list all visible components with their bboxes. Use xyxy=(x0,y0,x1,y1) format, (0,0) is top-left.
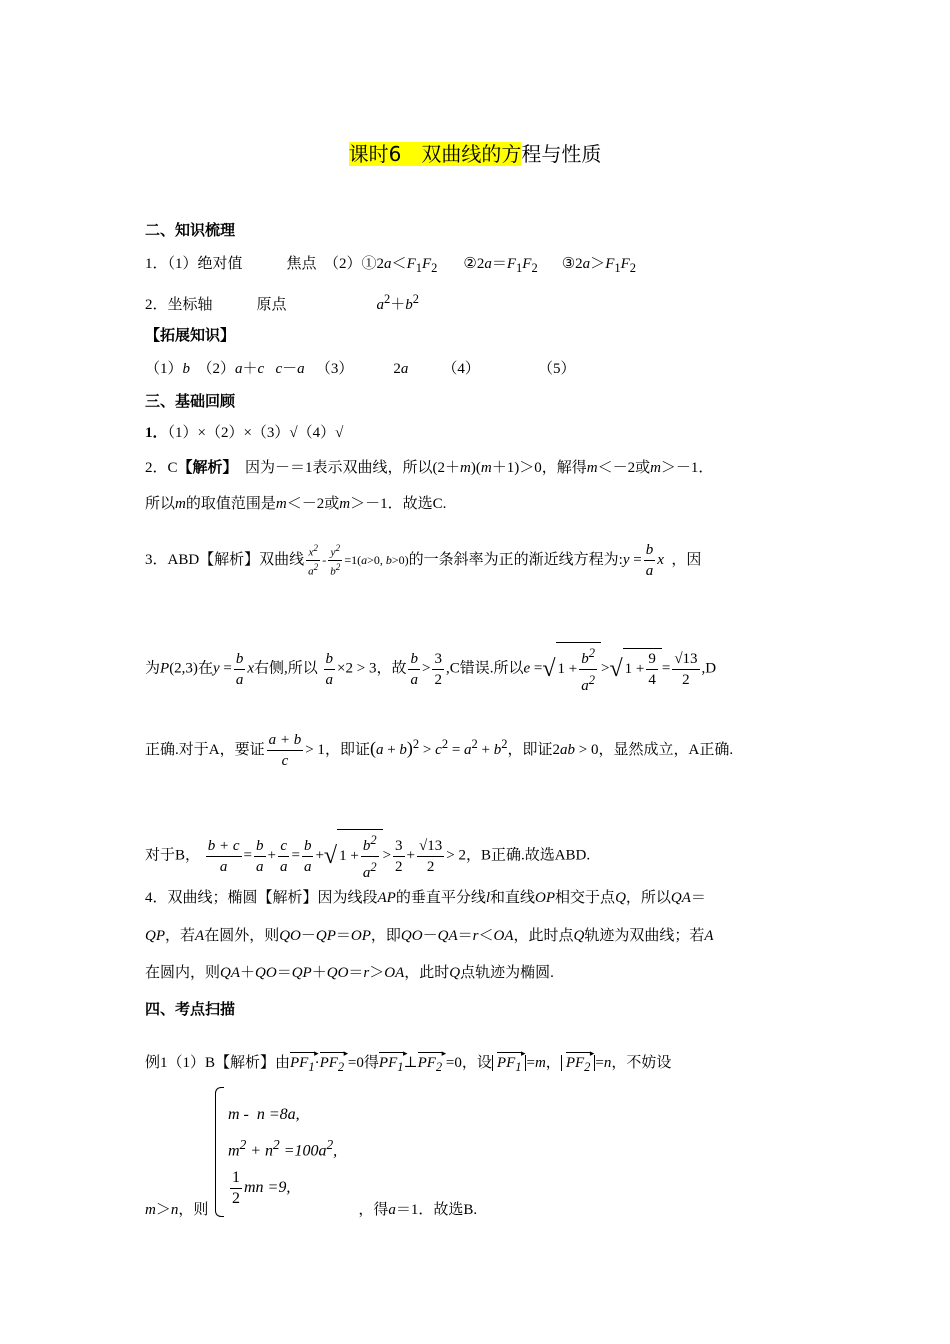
answer-q2-line1: 2．C【解析】 因为－＝1表示双曲线，所以(2＋m)(m＋1)＞0，解得m＜－2或m＞－1． xyxy=(145,460,714,476)
answer-q3-line3: 正确.对于A，要证 $\frac{a + b}{c}$ > 1，即证$(a + b)^2 > c^2 = a^2 + b^2$，即证2ab > 0，显然成立，A正确. xyxy=(145,732,734,769)
extended-knowledge-answers: （1）b （2）a＋c c－a （3） 2a （4） （5） xyxy=(145,361,576,377)
answer-q4-line3: 在圆内，则QA＋QO＝QP＋QO＝r＞OA，此时Q点轨迹为椭圆. xyxy=(145,965,554,981)
page-title: 课时6 双曲线的方程与性质 xyxy=(348,142,602,166)
system-eq-1: m - n =8a, xyxy=(228,1106,300,1123)
equation-system-brace xyxy=(215,1087,224,1217)
example1-line2: m＞n，则 ，得a＝1．故选B. xyxy=(145,1202,478,1218)
example1-line1: 例1（1）B【解析】由$PF_1$ $▸\cdot PF_2$ ▸ =0得$PF_1$ $▸\perp PF_2$ ▸ =0，设 $PF_1$ ▸ =m， $PF_2$ ▸ =n，不妨设 xyxy=(145,1052,671,1077)
section-heading-3: 三、基础回顾 xyxy=(145,392,236,410)
system-eq-2: $m^2 + n^2 =100a^2$, xyxy=(228,1137,338,1160)
answer-q4-line2: QP，若A在圆外，则QO－QP＝OP，即QO－QA＝r＜OA，此时点Q轨迹为双曲线；若A xyxy=(145,928,714,944)
section-heading-2: 二、知识梳理 xyxy=(145,221,236,239)
answer-q3-line2: 为P(2,3)在y = $\frac{b}{a}$ x右侧,所以 $\frac{b}{a}$ ×2 > 3，故 $\frac{b}{a}$ > $\frac{3}{2}$ ,C错误.所以e =√ 1 + $\frac{b^2}{a^2}$ >√ 1 + $\frac{9}{4}$ = $\frac{√13}{2}$ ,D xyxy=(145,642,716,696)
answer-q3-line1: 3．ABD【解析】双曲线 $\frac{x^2}{a^2}$ - $\frac{y^2}{b^2}$ =1(a>0, b>0)的一条斜率为正的渐近线方程为:y = $\frac{b}{a}$ x ，因 xyxy=(145,542,702,579)
system-eq-3: $\frac{1}{2}$ mn =9, xyxy=(232,1169,291,1207)
extended-knowledge-heading: 【拓展知识】 xyxy=(145,326,236,344)
answer-q4-line1: 4．双曲线；椭圆【解析】因为线段AP的垂直平分线l和直线OP相交于点Q，所以QA＝ xyxy=(145,890,706,906)
section-heading-4: 四、考点扫描 xyxy=(145,1000,236,1018)
answer-line-2-1: 1．（1）绝对值 焦点 $(2)①2a<F_1F_2$ $②2a=F_1F_2$ $③2a>F_1F_2$ xyxy=(145,256,637,275)
answer-line-2-2: 2．坐标轴 原点 $a^2+b^2$ xyxy=(145,292,420,313)
answer-q1: 1．（1）×（2）×（3）√（4）√ xyxy=(145,425,344,441)
answer-q3-line4: 对于B， $\frac{b + c}{a}$ = $\frac{b}{a}$ + $\frac{c}{a}$ = $\frac{b}{a}$ +√ 1 + $\frac{b^2}{a^2}$ > $\frac{3}{2}$ + $\frac{√13}{2}$ > 2，B正确.故选ABD. xyxy=(145,829,590,883)
answer-q2-line2: 所以m的取值范围是m＜－2或m＞－1．故选C. xyxy=(145,496,447,512)
